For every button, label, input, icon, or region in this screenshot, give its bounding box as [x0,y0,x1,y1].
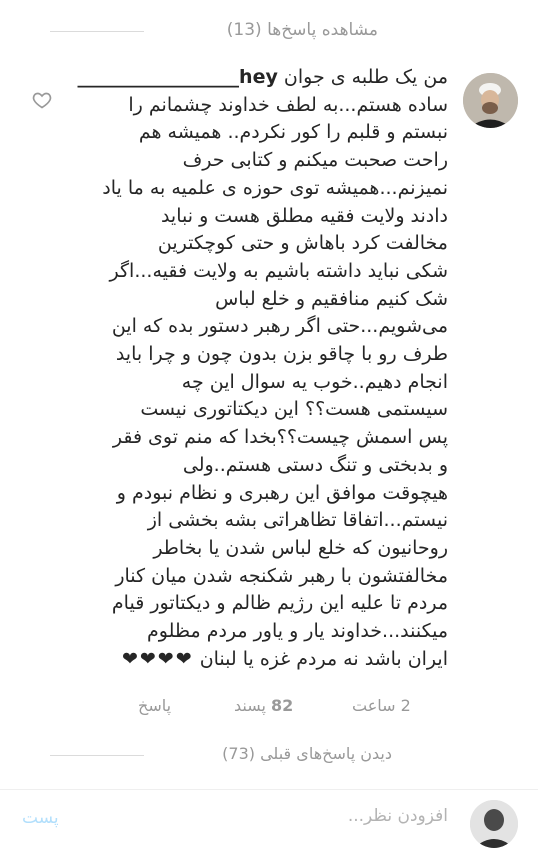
commenter-username[interactable]: hey_________________ [77,66,278,88]
user-avatar [470,800,518,848]
comment-line: نمیزنم...همیشه توی حوزه ی علمیه به ما یاد [102,176,448,199]
likes-count: 82 [271,696,294,715]
comment-line: نبستم و قلبم را کور نکردم.. همیشه هم [138,121,448,144]
comment-text [64,64,448,673]
comment-line: ساده هستم...به لطف خداوند چشمانم را [128,93,448,116]
previous-replies-row[interactable] [0,740,538,768]
previous-replies-link[interactable]: دیدن پاسخ‌های قبلی (73) [222,744,392,763]
comment-input[interactable] [148,806,448,826]
comment-line: مخالفتشون با رهبر شکنجه شدن میان کنار [115,564,448,587]
composer-divider [0,789,538,790]
comment-likes[interactable] [234,696,293,715]
comment-line-last-text: ایران باشد نه مردم غزه یا لبنان [199,647,448,670]
comment-line: شک کنیم منافقیم و خلع لباس [215,287,448,310]
comment-composer [0,796,538,834]
post-button[interactable]: پست [22,808,59,828]
comment-line: مردم تا علیه این رژیم ظالم و دیکتاتور قیام [111,592,448,615]
comment-meta [0,694,538,720]
comment-line: انجام دهیم..خوب یه سوال این چه [181,370,448,393]
comment-line: شکی نباید داشته باشیم به ولایت فقیه...اگر [109,259,448,282]
comment-line: می‌شویم...حتی اگر رهبر دستور بده که این [111,315,448,338]
reply-button[interactable]: پاسخ [138,696,172,715]
commenter-avatar[interactable] [463,73,518,128]
comment-line: طرف رو با چاقو بزن بدون چون و چرا باید [115,343,448,366]
comment-line: پس اسمش چیست؟؟بخدا که منم توی فقر [112,426,448,449]
heart-outline-icon[interactable] [32,90,52,110]
view-replies-link[interactable]: مشاهده پاسخ‌ها (13) [226,20,378,40]
view-replies-row[interactable] [0,18,538,46]
comment-line: روحانیون که خلع لباس شدن یا بخاطر [153,536,448,559]
likes-word: پسند [234,696,266,715]
comment-line: مخالفت کرد باهاش و حتی کوچکترین [157,232,448,255]
heart-filled-icon: ❤❤❤❤ [121,647,194,670]
comment-line-1-text: من یک طلبه ی جوان [283,66,448,88]
comment-line: راحت صحبت میکنم و کتابی حرف [182,149,448,172]
comment-line: نیستم...اتفاقا تظاهراتی بشه بخشی از [147,509,448,532]
comment-line: و بدبختی و تنگ دستی هستم..ولی [182,453,448,476]
comment-line: میکنند...خداوند یار و یاور مردم مظلوم [147,620,448,643]
comment-line: دادند ولایت فقیه مطلق هست و نباید [160,204,448,227]
comment-time: 2 ساعت [352,696,411,715]
comment-line-last [64,646,448,674]
comment-line: سیستمی هست؟؟ این دیکتاتوری نیست [140,398,448,421]
replies-divider-line [50,31,144,32]
comment-line: هیچوقت موافق این رهبری و نظام نبودم و [116,481,448,504]
replies-divider-line [50,755,144,756]
comment-line-1 [64,64,448,92]
